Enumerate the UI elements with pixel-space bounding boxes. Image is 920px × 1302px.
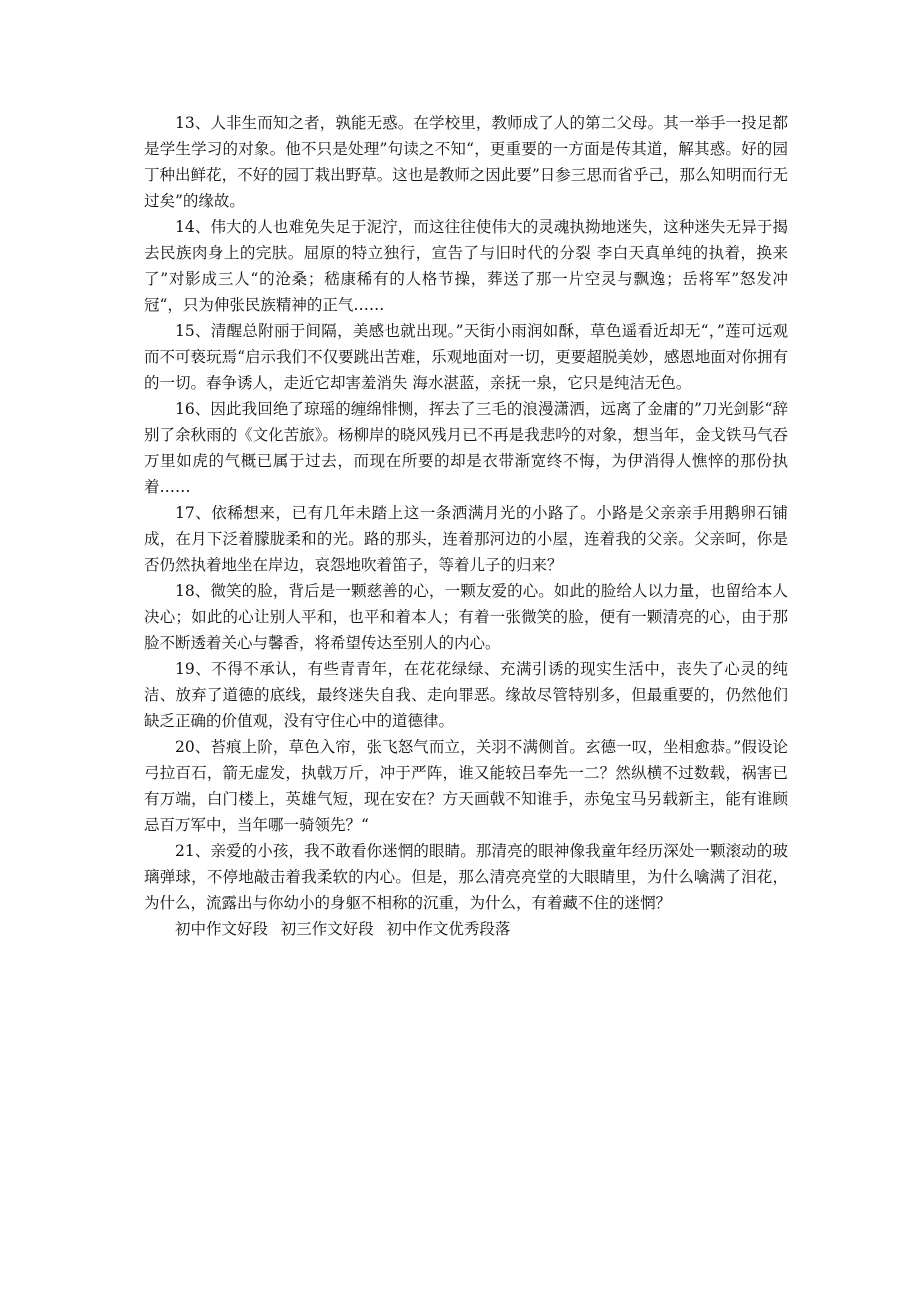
paragraph-18: 18、微笑的脸，背后是一颗慈善的心，一颗友爱的心。如此的脸给人以力量，也留给本人决心；如此的心让别人平和，也平和着本人；有着一张微笑的脸，便有一颗清亮的心，由于那脸不断透着关心与馨香，将希望传达至别人的内心。 <box>144 582 788 652</box>
document-body <box>144 110 788 942</box>
tag-item: 初三作文好段 <box>280 920 374 938</box>
paragraph-16: 16、因此我回绝了琼瑶的缠绵悱恻，挥去了三毛的浪漫潇洒，远离了金庸的”刀光剑影“辞别了余秋雨的《文化苦旅》。杨柳岸的晓风残月已不再是我悲吟的对象，想当年，金戈铁马气吞万里如虎的气概已属于过去，而现在所要的却是衣带渐宽终不悔，为伊消得人憔悴的那份执着…… <box>144 400 788 496</box>
paragraph-17: 17、依稀想来，已有几年未踏上这一条洒满月光的小路了。小路是父亲亲手用鹅卵石铺成，在月下泛着朦胧柔和的光。路的那头，连着那河边的小屋，连着我的父亲。父亲呵，你是否仍然执着地坐在岸边，哀怨地吹着笛子，等着儿子的归来？ <box>144 504 788 574</box>
paragraph-15: 15、清醒总附丽于间隔，美感也就出现。”天街小雨润如酥，草色遥看近却无“，”莲可远观而不可亵玩焉“启示我们不仅要跳出苦难，乐观地面对一切，更要超脱美妙，感恩地面对你拥有的一切。春争诱人，走近它却害羞消失 海水湛蓝，亲抚一泉，它只是纯洁无色。 <box>144 322 788 392</box>
paragraph-20: 20、苔痕上阶，草色入帘，张飞怒气而立，关羽不满侧首。玄德一叹，坐相愈恭。”假设论弓拉百石，箭无虚发，执戟万斤，冲于严阵，谁又能较吕奉先一二？然纵横不过数载，祸害已有万端，白门楼上，英雄气短，现在安在？方天画戟不知谁手，赤兔宝马另载新主，能有谁顾忌百万军中，当年哪一骑领先？“ <box>144 738 788 834</box>
paragraph-21: 21、亲爱的小孩，我不敢看你迷惘的眼睛。那清亮的眼神像我童年经历深处一颗滚动的玻璃弹球，不停地敲击着我柔软的内心。但是，那么清亮亮堂的大眼睛里，为什么噙满了泪花，为什么，流露出与你幼小的身躯不相称的沉重，为什么，有着藏不住的迷惘？ <box>144 842 788 912</box>
paragraph-13: 13、人非生而知之者，孰能无惑。在学校里，教师成了人的第二父母。其一举手一投足都是学生学习的对象。他不只是处理”句读之不知“，更重要的一方面是传其道，解其惑。好的园丁种出鲜花，不好的园丁栽出野草。这也是教师之因此要”日参三思而省乎己，那么知明而行无过矣”的缘故。 <box>144 114 788 210</box>
tag-line <box>144 916 788 942</box>
tag-item: 初中作文优秀段落 <box>386 920 511 938</box>
tag-item: 初中作文好段 <box>175 920 269 938</box>
paragraph-19: 19、不得不承认，有些青青年，在花花绿绿、充满引诱的现实生活中，丧失了心灵的纯洁、放弃了道德的底线，最终迷失自我、走向罪恶。缘故尽管特别多，但最重要的，仍然他们缺乏正确的价值观，没有守住心中的道德律。 <box>144 660 788 730</box>
paragraph-14: 14、伟大的人也难免失足于泥泞，而这往往使伟大的灵魂执拗地迷失，这种迷失无异于揭去民族肉身上的完肤。屈原的特立独行，宣告了与旧时代的分裂 李白天真单纯的执着，换来了”对影成三人“的沧桑；嵇康稀有的人格节操，葬送了那一片空灵与飘逸；岳将军”怒发冲冠“，只为伸张民族精神的正气…… <box>144 218 788 314</box>
